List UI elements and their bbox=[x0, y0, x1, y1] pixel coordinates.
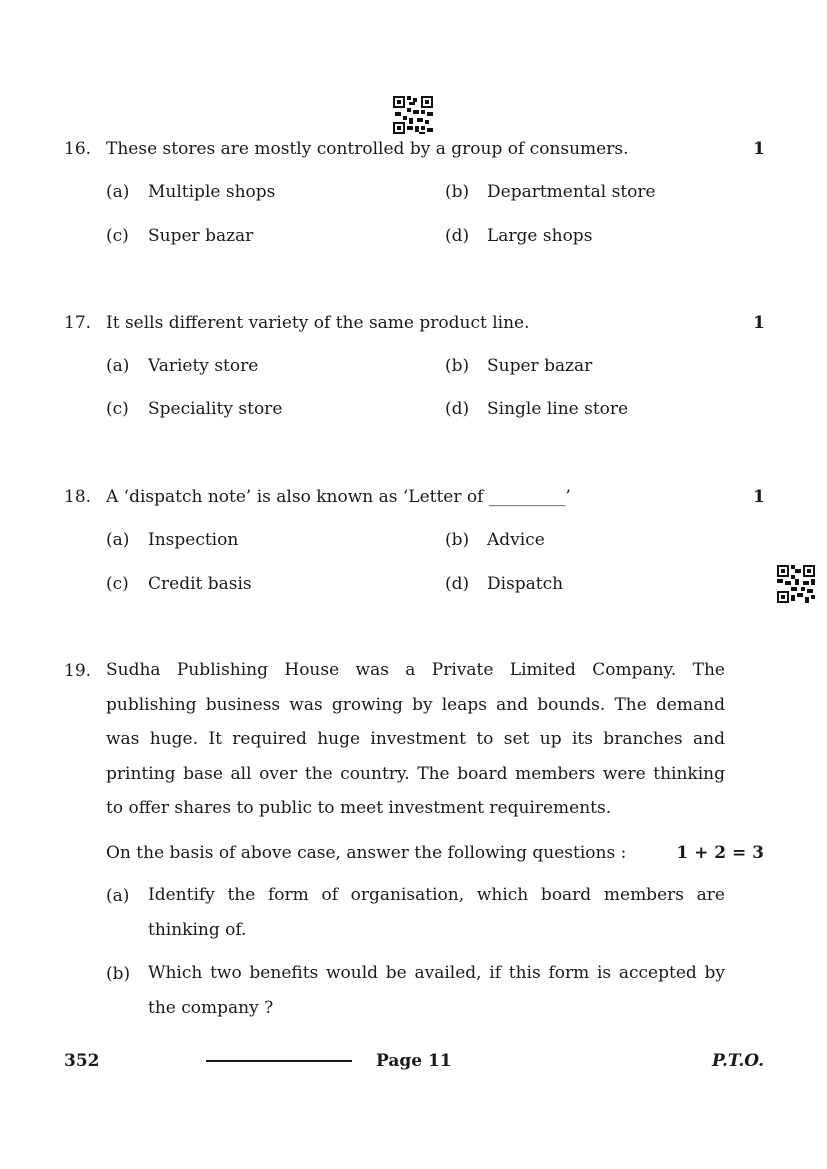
option-label: (a) bbox=[106, 182, 130, 202]
paper-code: 352 bbox=[64, 1051, 100, 1071]
option-text: Variety store bbox=[148, 356, 259, 376]
question-number: 19. bbox=[64, 661, 92, 681]
option-label: (d) bbox=[445, 399, 470, 419]
option-text: Speciality store bbox=[148, 399, 283, 419]
option-text: Large shops bbox=[487, 226, 593, 246]
option-text: Inspection bbox=[148, 530, 239, 550]
option-label: (c) bbox=[106, 226, 129, 246]
option-text: Super bazar bbox=[487, 356, 593, 376]
option-text: Departmental store bbox=[487, 182, 656, 202]
option-label: (a) bbox=[106, 530, 130, 550]
question-text: It sells different variety of the same product line. bbox=[106, 313, 530, 333]
option-text: Single line store bbox=[487, 399, 629, 419]
question-marks: 1 bbox=[753, 313, 765, 333]
option-text: Super bazar bbox=[148, 226, 254, 246]
option-text: Advice bbox=[487, 530, 545, 550]
question-text: These stores are mostly controlled by a group of consumers. bbox=[106, 139, 629, 159]
question-marks: 1 bbox=[753, 139, 765, 159]
case-marks: 1 + 2 = 3 bbox=[676, 843, 764, 863]
pto-label: P.T.O. bbox=[712, 1051, 764, 1071]
part-label: (b) bbox=[106, 964, 131, 984]
qr-code-top bbox=[393, 96, 433, 134]
option-text: Dispatch bbox=[487, 574, 564, 594]
option-label: (b) bbox=[445, 530, 470, 550]
option-label: (c) bbox=[106, 399, 129, 419]
part-text: Identify the form of organisation, which board members are thinking of. bbox=[148, 885, 725, 940]
option-label: (c) bbox=[106, 574, 129, 594]
part-label: (a) bbox=[106, 886, 130, 906]
option-label: (b) bbox=[445, 356, 470, 376]
question-marks: 1 bbox=[753, 487, 765, 507]
question-text: A ‘dispatch note’ is also known as ‘Letter of _________’ bbox=[106, 487, 571, 507]
case-paragraph: Sudha Publishing House was a Private Limited Company. The publishing business was growing by leaps and bounds. The demand was huge. It required huge investment to set up its branches and printing base all over the country. The board members were thinking to offer shares to public to meet investment requirements. bbox=[106, 660, 725, 819]
footer-rule bbox=[206, 1060, 352, 1062]
qr-code-side bbox=[777, 565, 815, 603]
page-number: Page 11 bbox=[376, 1051, 452, 1071]
question-number: 16. bbox=[64, 139, 92, 159]
option-label: (d) bbox=[445, 574, 470, 594]
question-number: 17. bbox=[64, 313, 92, 333]
option-text: Credit basis bbox=[148, 574, 252, 594]
question-number: 18. bbox=[64, 487, 92, 507]
part-text: Which two benefits would be availed, if this form is accepted by the company ? bbox=[148, 963, 725, 1018]
option-label: (a) bbox=[106, 356, 130, 376]
case-instruction: On the basis of above case, answer the following questions : bbox=[106, 843, 627, 863]
option-text: Multiple shops bbox=[148, 182, 276, 202]
option-label: (d) bbox=[445, 226, 470, 246]
option-label: (b) bbox=[445, 182, 470, 202]
